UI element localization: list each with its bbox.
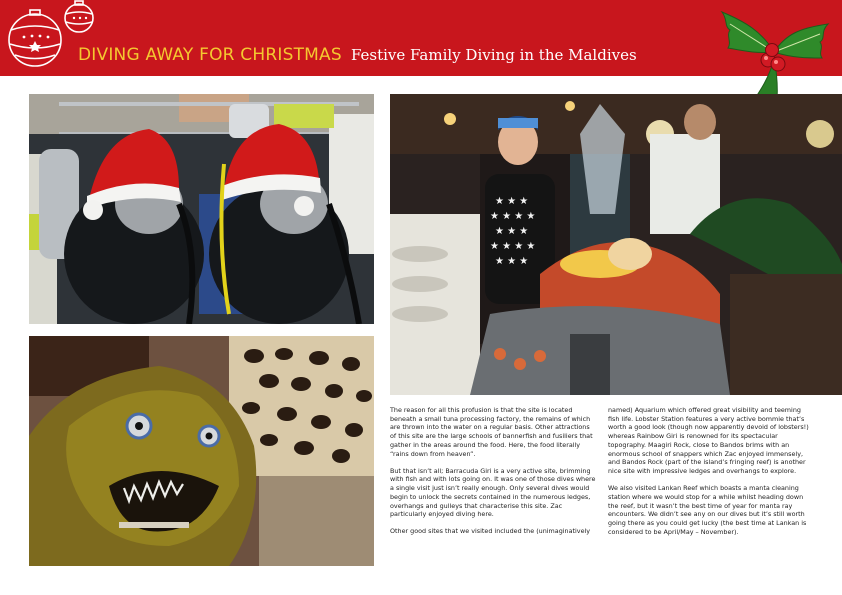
svg-text:★ ★ ★: ★ ★ ★ — [495, 196, 529, 207]
boy-at-christmas-buffet-photo — [390, 94, 842, 395]
article-paragraph: Other good sites that we visited included the (unimaginatively — [390, 527, 591, 536]
article-column-left — [390, 406, 596, 545]
page-title — [78, 45, 637, 69]
svg-text:★ ★ ★ ★: ★ ★ ★ ★ — [490, 211, 536, 222]
article-paragraph: But that isn’t all; Barracuda Giri is a very active site, brimming with fish and with lots going on. It was one of those dives where a single visit just isn’t really enough. Only several dives would begin to unlock the secrets contained in the numerous ledges, overhangs and gulleys that characterise this site. Zac particularly enjoyed diving here. — [390, 466, 596, 519]
title-main: DIVING AWAY FOR CHRISTMAS — [78, 45, 342, 65]
svg-text:★ ★ ★ ★: ★ ★ ★ ★ — [490, 241, 536, 252]
article-column-right — [608, 406, 814, 545]
santa-hats-on-dive-gear-photo — [29, 94, 374, 324]
moray-eel-photo — [29, 336, 374, 566]
article-paragraph: The reason for all this profusion is that the site is located beneath a small tuna processing factory, the remains of which are thrown into the water on a regular basis. Other attractions of this site are the large schools of bannerfish and fusiliers that gather in the areas around the food. Here, the food literally “rains down from heaven”. — [390, 406, 593, 458]
svg-text:★ ★ ★: ★ ★ ★ — [495, 226, 529, 237]
article-paragraph: We also visited Lankan Reef which boasts a manta cleaning station where we would stop for a while whilst heading down the reef, but it wasn’t the best time of year for manta ray encounters. We didn’t see any on our dives but it’s still worth going there as you could get lucky (the best time at Lankan is considered to be April/May – November). — [608, 484, 807, 536]
svg-text:★ ★ ★: ★ ★ ★ — [495, 256, 529, 267]
article-paragraph: named) Aquarium which offered great visibility and teeming fish life. Lobster Station features a very active bommie that’s worth a good look (though now apparently devoid of lobsters!) whereas Rainbow Giri is renowned for its spectacular topography. Maagiri Rock, close to Bandos brims with an enormous school of snappers which Zac enjoyed immensely, and Bandos Rock (part of the island’s fringing reef) is another nice site with impressive ledges and overhangs to explore. — [608, 406, 809, 475]
title-subtitle: Festive Family Diving in the Maldives — [350, 46, 637, 64]
